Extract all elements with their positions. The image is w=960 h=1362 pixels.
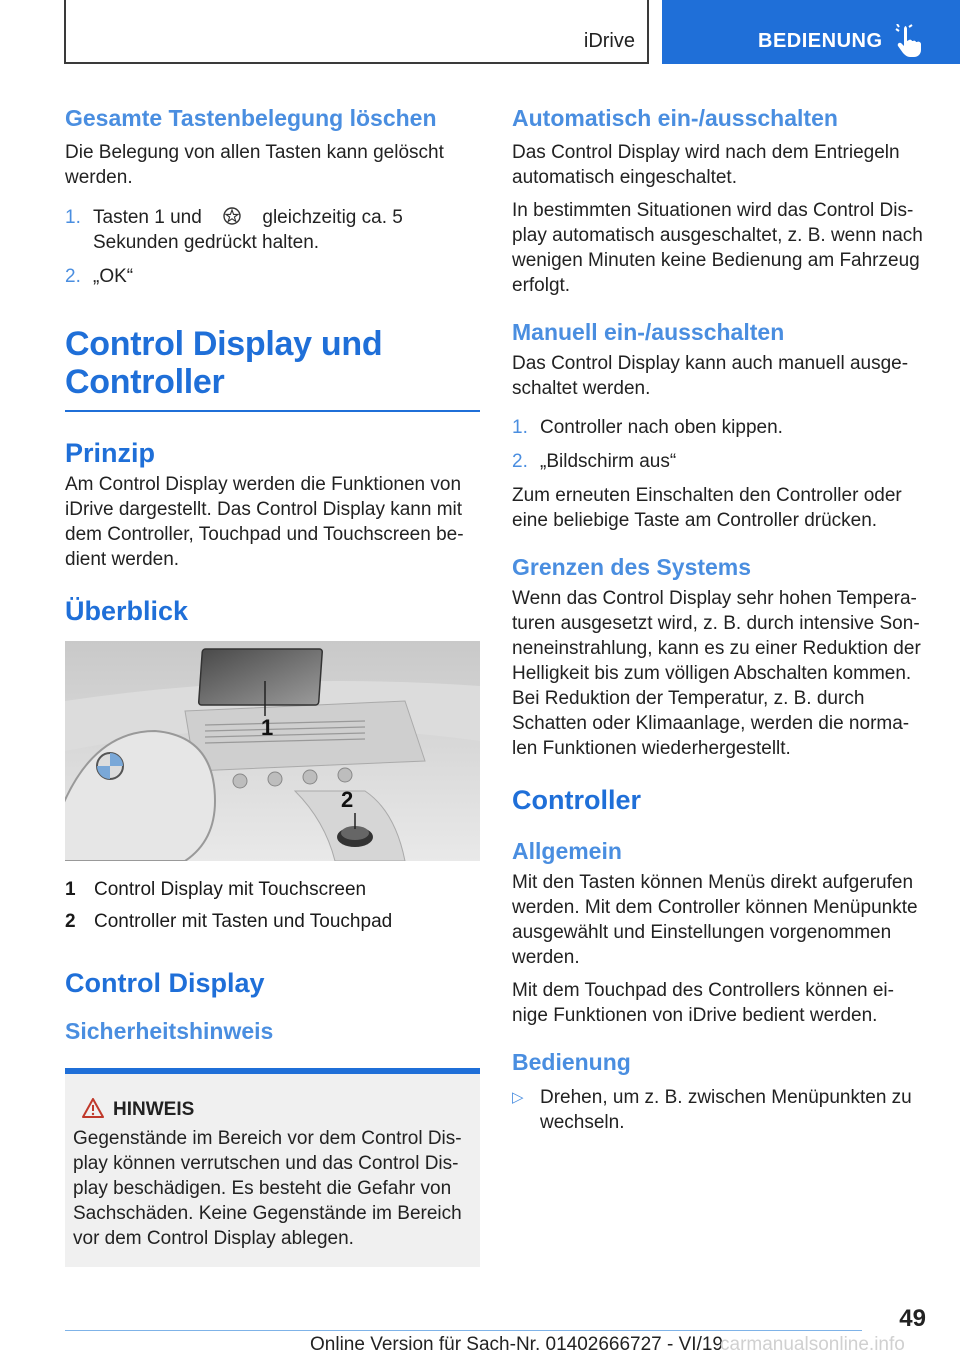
header-section-box bbox=[662, 0, 960, 64]
notice-box bbox=[65, 1068, 480, 1267]
legend-key: 1 bbox=[65, 879, 76, 900]
heading-limits: Grenzen des Systems bbox=[512, 554, 752, 580]
list-item bbox=[512, 415, 928, 440]
principle-text: Am Control Display werden die Funktionen von iDrive dargestellt. Das Control Display kann mit dem Controller, Touchpad und Touchscreen be‐dient werden. bbox=[65, 474, 464, 570]
list-item bbox=[512, 449, 928, 474]
footer-text: Online Version für Sach-Nr. 01402666727 - VI/19 bbox=[310, 1334, 723, 1355]
header-chapter-box bbox=[64, 0, 649, 64]
heading-controller: Controller bbox=[512, 785, 642, 815]
list-item bbox=[512, 1085, 928, 1135]
legend-row bbox=[65, 874, 480, 906]
left-column bbox=[65, 100, 480, 1267]
notice-title: HINWEIS bbox=[113, 1099, 195, 1120]
header-section: BEDIENUNG bbox=[758, 30, 883, 52]
legend-key: 2 bbox=[65, 911, 76, 932]
heading-control-display: Control Display bbox=[65, 968, 265, 998]
auto-text-1: Das Control Display wird nach dem Entriegeln automatisch eingeschaltet. bbox=[512, 142, 900, 188]
step-marker: ▷ bbox=[512, 1089, 524, 1106]
limits-text-1: Wenn das Control Display sehr hohen Tempera‐turen ausgesetzt wird, z. B. durch intensive Son‐neneinstrahlung, kann es zu einer Reduktion der Helligkeit bis zum völligen Abschalten kommen. bbox=[512, 588, 921, 684]
step-number: 2. bbox=[512, 451, 528, 472]
operation-steps bbox=[512, 1085, 928, 1135]
dashboard-figure bbox=[65, 641, 480, 861]
list-item bbox=[65, 264, 480, 289]
legend-row bbox=[65, 906, 480, 938]
manual-steps bbox=[512, 415, 928, 474]
star-button-icon bbox=[221, 206, 243, 226]
step-number: 1. bbox=[65, 207, 81, 228]
figure-callout-2: 2 bbox=[341, 787, 354, 812]
general-text-2: Mit dem Touchpad des Controllers können ei‐nige Funktionen von iDrive bedient werden. bbox=[512, 980, 894, 1026]
heading-safety: Sicherheitshinweis bbox=[65, 1018, 274, 1044]
delete-all-text: Die Belegung von allen Tasten kann gelöscht werden. bbox=[65, 142, 444, 188]
limits-text-2: Bei Reduktion der Temperatur, z. B. durch Schatten oder Klimaanlage, werden die norma‐len Funktionen wiederhergestellt. bbox=[512, 688, 910, 759]
step-text: Drehen, um z. B. zwischen Menüpunkten zu wechseln. bbox=[540, 1087, 912, 1133]
heading-overview: Überblick bbox=[65, 596, 189, 626]
footer-rule bbox=[65, 1330, 862, 1331]
watermark: carmanualsonline.info bbox=[720, 1334, 905, 1355]
step-text: „OK“ bbox=[93, 266, 134, 287]
chapter-title: Control Display und Controller bbox=[65, 325, 383, 401]
step-number: 2. bbox=[65, 266, 81, 287]
step-text-after: gleichzeitig ca. 5 Sekunden gedrückt halten. bbox=[93, 207, 403, 253]
heading-manual: Manuell ein-/ausschalten bbox=[512, 319, 785, 345]
list-item bbox=[65, 205, 480, 255]
step-text-before: Tasten 1 und bbox=[93, 207, 202, 228]
heading-general: Allgemein bbox=[512, 838, 622, 864]
auto-text-2: In bestimmten Situationen wird das Control Dis‐play automatisch ausgeschaltet, z. B. wenn nach wenigen Minuten keine Bedienung am Fahrzeug erfolgt. bbox=[512, 200, 923, 296]
heading-operation: Bedienung bbox=[512, 1049, 631, 1075]
figure-callout-1: 1 bbox=[261, 715, 274, 740]
figure-legend bbox=[65, 874, 480, 938]
manual-after-text: Zum erneuten Einschalten den Controller oder eine beliebige Taste am Controller drücken. bbox=[512, 485, 902, 531]
heading-principle: Prinzip bbox=[65, 438, 156, 468]
notice-header bbox=[73, 1098, 472, 1126]
heading-auto: Automatisch ein-/ausschalten bbox=[512, 105, 838, 131]
right-column bbox=[512, 100, 928, 1135]
heading-delete-all: Gesamte Tastenbelegung löschen bbox=[65, 105, 437, 131]
general-text-1: Mit den Tasten können Menüs direkt aufgerufen werden. Mit dem Controller können Menüpunkte ausgewählt und Einstellungen vorgenommen werden. bbox=[512, 872, 918, 968]
delete-steps bbox=[65, 205, 480, 289]
header-chapter: iDrive bbox=[583, 30, 635, 52]
step-text: „Bildschirm aus“ bbox=[540, 451, 677, 472]
step-number: 1. bbox=[512, 417, 528, 438]
warning-triangle-icon bbox=[82, 1098, 104, 1118]
pointing-hand-icon bbox=[895, 24, 925, 58]
notice-text: Gegenstände im Bereich vor dem Control Dis‐play können verrutschen und das Control Dis‐play beschädigen. Es besteht die Gefahr von Sachschäden. Keine Gegenstände im Bereich vor dem Control Display ablegen. bbox=[73, 1128, 462, 1249]
legend-text: Control Display mit Touchscreen bbox=[94, 879, 367, 900]
page-number: 49 bbox=[899, 1305, 926, 1332]
legend-text: Controller mit Tasten und Touchpad bbox=[94, 911, 393, 932]
step-text: Controller nach oben kippen. bbox=[540, 417, 783, 438]
chapter-title-rule bbox=[65, 410, 480, 412]
manual-text: Das Control Display kann auch manuell ausge‐schaltet werden. bbox=[512, 353, 909, 399]
